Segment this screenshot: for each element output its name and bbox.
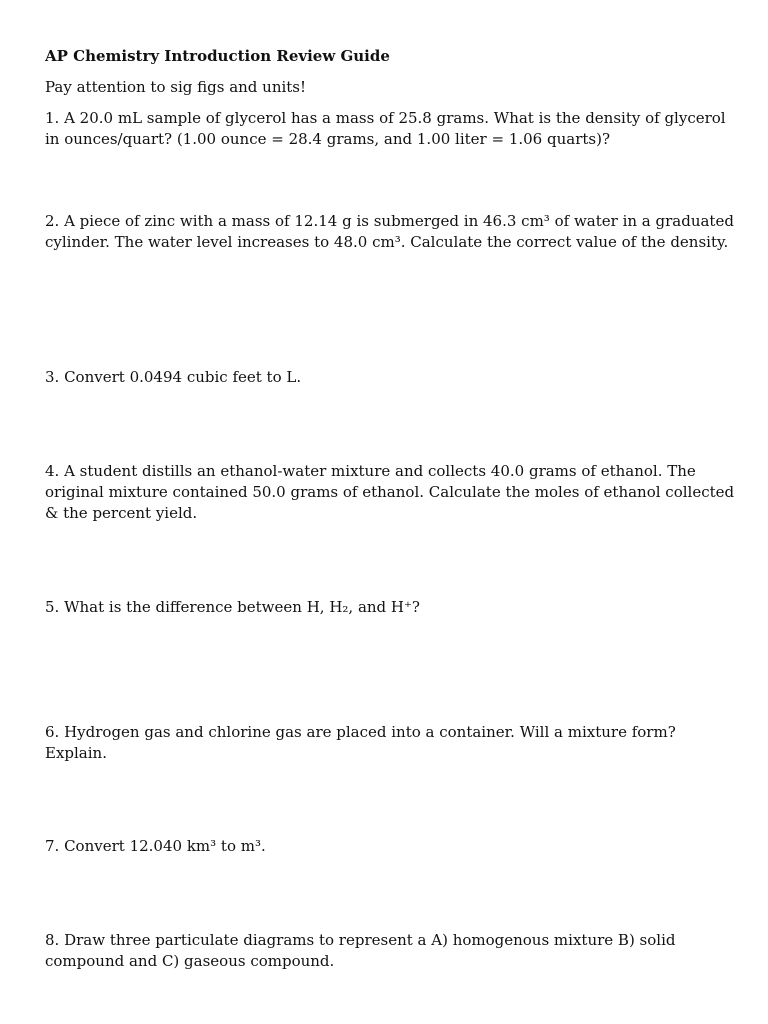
question-5: 5. What is the difference between H, H₂, and H⁺? [45,598,420,616]
question-7: 7. Convert 12.040 km³ to m³. [45,837,266,855]
document-title: AP Chemistry Introduction Review Guide [45,47,390,65]
instruction-note: Pay attention to sig figs and units! [45,78,307,96]
question-6: 6. Hydrogen gas and chlorine gas are placed into a container. Will a mixture form? Explain. [45,723,676,762]
question-4: 4. A student distills an ethanol-water mixture and collects 40.0 grams of ethanol. The original mixture contained 50.0 grams of ethanol. Calculate the moles of ethanol collected & the percent yield. [45,462,735,522]
question-2: 2. A piece of zinc with a mass of 12.14 g is submerged in 46.3 cm³ of water in a graduated cylinder. The water level increases to 48.0 cm³. Calculate the correct value of the density. [45,212,734,251]
question-3: 3. Convert 0.0494 cubic feet to L. [45,368,302,386]
question-1: 1. A 20.0 mL sample of glycerol has a mass of 25.8 grams. What is the density of glycerol in ounces/quart? (1.00 ounce = 28.4 grams, and 1.00 liter = 1.06 quarts)? [45,109,726,148]
question-8: 8. Draw three particulate diagrams to represent a A) homogenous mixture B) solid compound and C) gaseous compound. [45,931,676,970]
